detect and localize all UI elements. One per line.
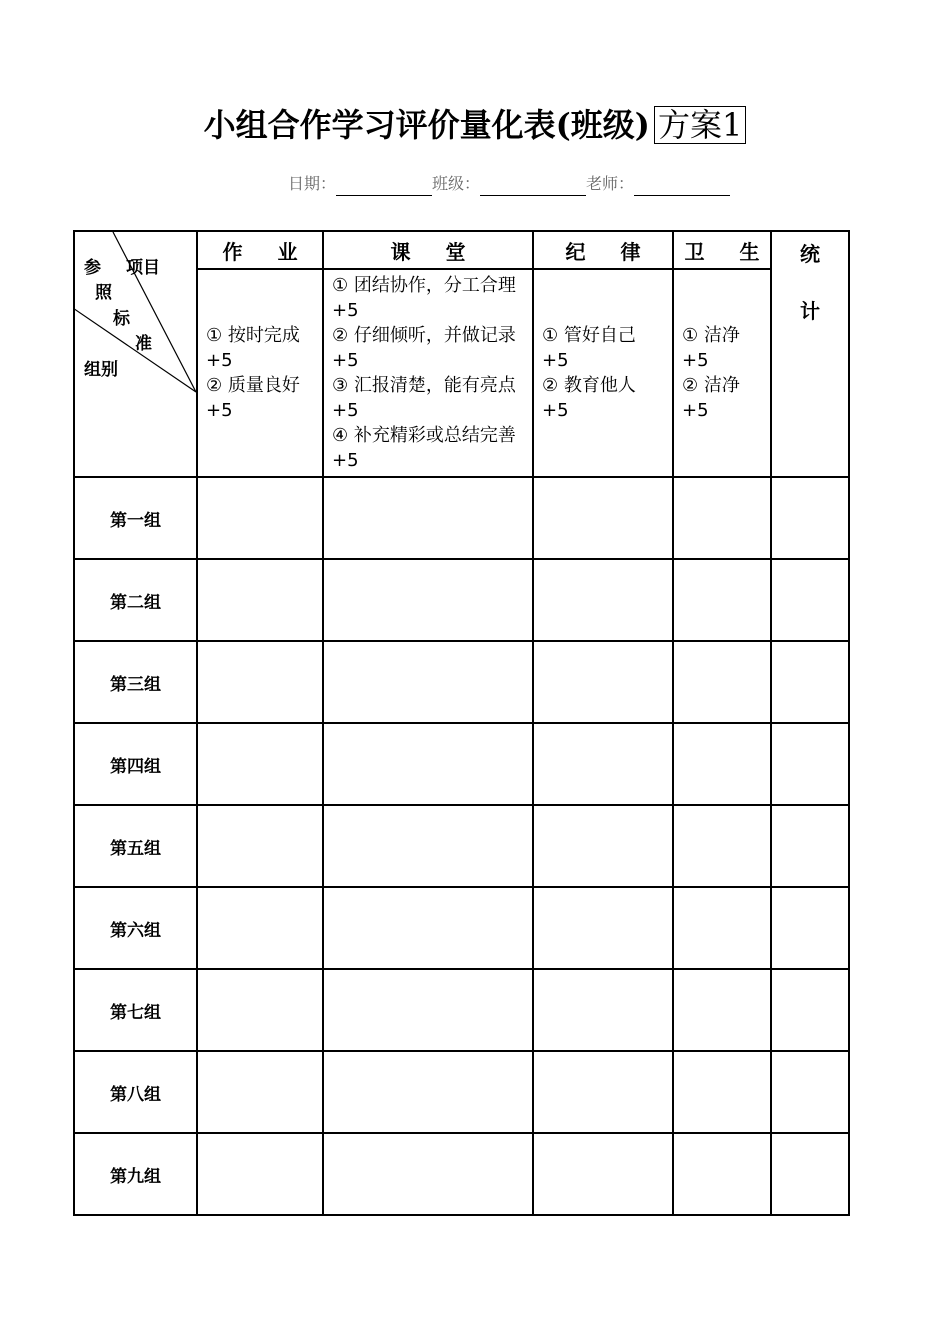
col-header-discipline (533, 231, 673, 269)
group-label: 第六组 (74, 887, 197, 969)
score-cell-total[interactable] (771, 477, 849, 559)
page-title (0, 103, 950, 147)
table-row (74, 805, 849, 887)
group-label: 第九组 (74, 1133, 197, 1215)
criteria-classroom (323, 269, 533, 477)
score-cell-hygiene[interactable] (673, 1051, 771, 1133)
criteria-discipline (533, 269, 673, 477)
class-field[interactable] (480, 177, 586, 196)
total-char-2: 计 (800, 299, 820, 323)
table-row (74, 969, 849, 1051)
score-cell-homework[interactable] (197, 723, 323, 805)
score-cell-discipline[interactable] (533, 1133, 673, 1215)
criterion-item: ① 洁净 +5 (682, 325, 740, 372)
criterion-item: ① 团结协作，分工合理 +5 (332, 275, 516, 322)
col-header-discipline-text: 纪 律 (565, 239, 655, 264)
score-cell-classroom[interactable] (323, 805, 533, 887)
score-cell-classroom[interactable] (323, 969, 533, 1051)
score-cell-hygiene[interactable] (673, 641, 771, 723)
class-label: 班级： (432, 174, 481, 193)
group-label: 第一组 (74, 477, 197, 559)
criteria-homework (197, 269, 323, 477)
score-cell-total[interactable] (771, 1051, 849, 1133)
score-cell-discipline[interactable] (533, 805, 673, 887)
teacher-field[interactable] (634, 177, 730, 196)
score-cell-total[interactable] (771, 887, 849, 969)
score-cell-total[interactable] (771, 723, 849, 805)
criterion-item: ① 按时完成 +5 (206, 325, 300, 372)
score-cell-classroom[interactable] (323, 477, 533, 559)
col-header-classroom (323, 231, 533, 269)
corner-can: 参 (84, 258, 101, 278)
col-header-hygiene (673, 231, 774, 269)
score-cell-classroom[interactable] (323, 723, 533, 805)
col-header-total (771, 231, 849, 477)
corner-project: 项目 (126, 258, 160, 278)
table-row (74, 723, 849, 805)
score-cell-homework[interactable] (197, 559, 323, 641)
score-cell-hygiene[interactable] (673, 805, 771, 887)
date-field[interactable] (336, 177, 432, 196)
col-header-hygiene-text: 卫 生 (684, 239, 774, 264)
score-cell-discipline[interactable] (533, 887, 673, 969)
criterion-item: ② 仔细倾听，并做记录 +5 (332, 325, 516, 372)
score-cell-homework[interactable] (197, 1133, 323, 1215)
score-cell-homework[interactable] (197, 641, 323, 723)
corner-zhao: 照 (95, 283, 112, 303)
score-cell-homework[interactable] (197, 477, 323, 559)
score-cell-discipline[interactable] (533, 969, 673, 1051)
corner-biao: 标 (113, 309, 130, 329)
score-cell-discipline[interactable] (533, 477, 673, 559)
table-row (74, 887, 849, 969)
criterion-item: ② 洁净 +5 (682, 375, 740, 422)
col-header-homework-text: 作 业 (222, 239, 312, 264)
criterion-item: ④ 补充精彩或总结完善 +5 (332, 425, 516, 472)
col-header-classroom-text: 课 堂 (390, 239, 480, 264)
criteria-hygiene (673, 269, 771, 477)
corner-header-cell (74, 231, 197, 477)
group-label: 第四组 (74, 723, 197, 805)
score-cell-classroom[interactable] (323, 641, 533, 723)
score-cell-homework[interactable] (197, 805, 323, 887)
group-label: 第八组 (74, 1051, 197, 1133)
score-cell-total[interactable] (771, 969, 849, 1051)
score-cell-total[interactable] (771, 805, 849, 887)
table-row (74, 1051, 849, 1133)
corner-zhun: 准 (135, 334, 152, 354)
score-cell-classroom[interactable] (323, 1051, 533, 1133)
score-cell-discipline[interactable] (533, 1051, 673, 1133)
criterion-item: ③ 汇报清楚，能有亮点 +5 (332, 375, 516, 422)
group-label: 第二组 (74, 559, 197, 641)
score-cell-hygiene[interactable] (673, 477, 771, 559)
table-row (74, 1133, 849, 1215)
score-cell-discipline[interactable] (533, 723, 673, 805)
score-cell-classroom[interactable] (323, 559, 533, 641)
date-label: 日期： (288, 174, 337, 193)
group-label: 第七组 (74, 969, 197, 1051)
score-cell-total[interactable] (771, 559, 849, 641)
group-label: 第三组 (74, 641, 197, 723)
score-cell-hygiene[interactable] (673, 1133, 771, 1215)
criterion-item: ② 教育他人 +5 (542, 375, 636, 422)
score-cell-hygiene[interactable] (673, 969, 771, 1051)
score-cell-total[interactable] (771, 1133, 849, 1215)
table-row (74, 477, 849, 559)
score-cell-discipline[interactable] (533, 641, 673, 723)
score-cell-hygiene[interactable] (673, 723, 771, 805)
table-row (74, 641, 849, 723)
score-cell-homework[interactable] (197, 887, 323, 969)
score-cell-homework[interactable] (197, 1051, 323, 1133)
score-cell-classroom[interactable] (323, 1133, 533, 1215)
evaluation-table (73, 230, 850, 1216)
score-cell-hygiene[interactable] (673, 559, 771, 641)
score-cell-hygiene[interactable] (673, 887, 771, 969)
scheme-box: 方案1 (654, 106, 746, 144)
table-row (74, 559, 849, 641)
meta-row (288, 172, 730, 196)
score-cell-discipline[interactable] (533, 559, 673, 641)
group-label: 第五组 (74, 805, 197, 887)
score-cell-homework[interactable] (197, 969, 323, 1051)
teacher-label: 老师： (586, 174, 635, 193)
score-cell-total[interactable] (771, 641, 849, 723)
score-cell-classroom[interactable] (323, 887, 533, 969)
criterion-item: ② 质量良好 +5 (206, 375, 300, 422)
col-header-homework (197, 231, 323, 269)
title-text: 小组合作学习评价量化表(班级) (203, 106, 650, 144)
criterion-item: ① 管好自己 +5 (542, 325, 636, 372)
corner-group: 组别 (84, 360, 118, 380)
total-char-1: 统 (800, 242, 820, 266)
